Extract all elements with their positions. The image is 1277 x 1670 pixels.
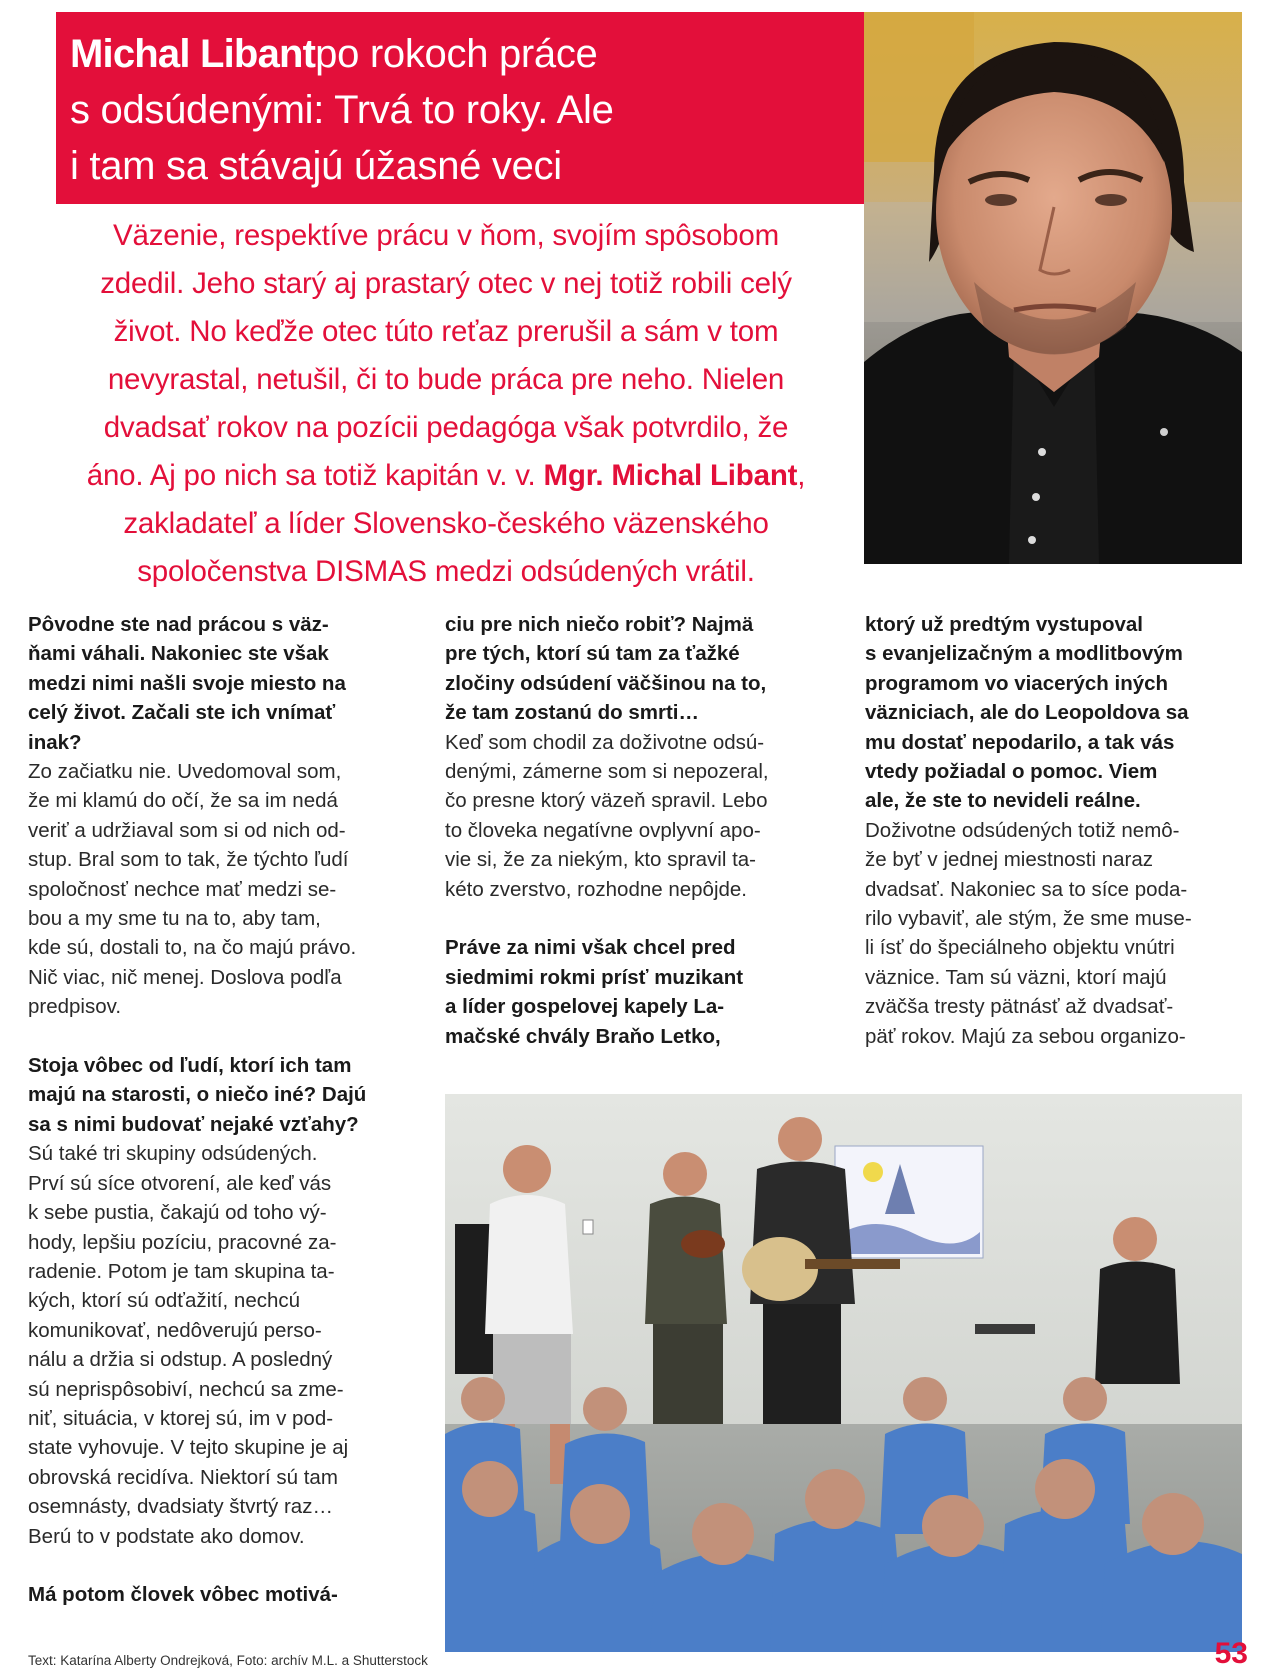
question-line: pre tých, ktorí sú tam za ťažké (445, 642, 740, 666)
answer-line: kých, ktorí sú odťažití, nechcú (28, 1289, 301, 1313)
question-line: väzniciach, ale do Leopoldova sa (865, 701, 1189, 725)
answer-line: rilo vybaviť, ale stým, že sme muse- (865, 907, 1192, 931)
answer-line: predpisov. (28, 995, 122, 1019)
question-line: že tam zostanú do smrti… (445, 701, 700, 725)
answer-line: state vyhovuje. V tejto skupine je aj (28, 1436, 349, 1460)
question-line: Pôvodne ste nad prácou s väz- (28, 613, 329, 636)
answer-line: radenie. Potom je tam skupina ta- (28, 1259, 335, 1283)
lead-line: život. No keďže otec túto reťaz prerušil a sám v tom (113, 315, 779, 348)
answer-line: Zo začiatku nie. Uvedomoval som, (28, 760, 342, 784)
answer-line: kde sú, dostali to, na čo majú právo. (28, 936, 357, 960)
question-line: mačské chvály Braňo Letko, (445, 1024, 721, 1048)
question-line: vtedy požiadal o pomoc. Viem (865, 760, 1158, 784)
answer-line: niť, situácia, v ktorej sú, im v pod- (28, 1406, 334, 1430)
answer-line: bou a my sme tu na to, aby tam, (28, 907, 321, 931)
answer-line: Prví sú síce otvorení, ale keď vás (28, 1171, 332, 1195)
question-line: programom vo viacerých iných (865, 671, 1169, 695)
answer-line: že byť v jednej miestnosti naraz (865, 848, 1153, 872)
question-line: Stoja vôbec od ľudí, ktorí ich tam (28, 1054, 352, 1078)
answer-line: Doživotne odsúdených totiž nemô- (865, 818, 1180, 842)
concert-photo (445, 1094, 1242, 1652)
article-column-1 (28, 610, 412, 1610)
answer-line: čo presne ktorý väzeň spravil. Lebo (445, 789, 768, 813)
question-line: majú na starosti, o niečo iné? Dajú (28, 1083, 367, 1107)
paragraph-gap (28, 1551, 412, 1580)
article-column-3 (865, 610, 1249, 1051)
lead-line: dvadsať rokov na pozícii pedagóga však potvrdilo, že (103, 411, 789, 444)
answer-line: väznice. Tam sú väzni, ktorí majú (865, 965, 1167, 989)
question-line: Má potom človek vôbec motivá- (28, 1583, 338, 1607)
question-line: ňami váhali. Nakoniec ste však (28, 642, 329, 666)
question-line: medzi nimi našli svoje miesto na (28, 671, 346, 695)
question-line: a líder gospelovej kapely La- (445, 995, 725, 1019)
answer-line: Keď som chodil za doživotne odsú- (445, 730, 765, 754)
headline-name: Michal Libant (70, 32, 316, 76)
answer-line: komunikovať, nedôverujú perso- (28, 1318, 322, 1342)
question-line: sa s nimi budovať nejaké vzťahy? (28, 1112, 359, 1136)
answer-line: kéto zverstvo, rozhodne nepôjde. (445, 877, 747, 901)
question-line: inak? (28, 730, 82, 754)
question-line: siedmimi rokmi prísť muzikant (445, 965, 744, 989)
answer-line: dvadsať. Nakoniec sa to síce poda- (865, 877, 1188, 901)
question-line: s evanjelizačným a modlitbovým (865, 642, 1183, 666)
lead-line-6-post: , (797, 459, 806, 492)
photo-credit: Text: Katarína Alberty Ondrejková, Foto: archív M.L. a Shutterstock (28, 1653, 428, 1668)
lead-line: zdedil. Jeho starý aj prastarý otec v nej totiž robili celý (100, 267, 792, 300)
answer-line: Berú to v podstate ako domov. (28, 1524, 305, 1548)
headline-line-3: i tam sa stávajú úžasné veci (70, 144, 562, 188)
lead-paragraph (28, 212, 864, 596)
question-line: Práve za nimi však chcel pred (445, 936, 736, 960)
answer-line: veriť a udržiaval som si od nich od- (28, 818, 346, 842)
lead-line: nevyrastal, netušil, či to bude práca pre neho. Nielen (107, 363, 785, 396)
lead-line-6 (28, 452, 864, 500)
headline-line-2: s odsúdenými: Trvá to roky. Ale (70, 88, 614, 132)
lead-name-highlight: Mgr. Michal Libant (543, 459, 798, 492)
question-line: ciu pre nich niečo robiť? Najmä (445, 613, 754, 636)
lead-line: spoločenstva DISMAS medzi odsúdených vrátil. (137, 555, 755, 588)
answer-line: hody, lepšiu pozíciu, pracovné za- (28, 1230, 337, 1254)
answer-line: päť rokov. Majú za sebou organizo- (865, 1024, 1186, 1048)
answer-line: že mi klamú do očí, že sa im nedá (28, 789, 338, 813)
answer-line: vie si, že za niekým, kto spravil ta- (445, 848, 757, 872)
page-number: 53 (1214, 1637, 1248, 1670)
answer-line: denými, zámerne som si nepozeral, (445, 760, 769, 784)
question-line: ktorý už predtým vystupoval (865, 613, 1143, 636)
answer-line: stup. Bral som to tak, že týchto ľudí (28, 848, 349, 872)
answer-line: osemnásty, dvadsiaty štvrtý raz… (28, 1495, 333, 1519)
answer-line: zväčša tresty pätnásť až dvadsať- (865, 995, 1174, 1019)
question-line: ale, že ste to nevideli reálne. (865, 789, 1141, 813)
answer-line: Sú také tri skupiny odsúdených. (28, 1142, 318, 1166)
answer-line: sú neprispôsobiví, nechcú sa zme- (28, 1377, 344, 1401)
question-line: celý život. Začali ste ich vnímať (28, 701, 336, 725)
lead-line: zakladateľ a líder Slovensko-českého väzenského (123, 507, 769, 540)
question-line: mu dostať nepodarilo, a tak vás (865, 730, 1175, 754)
lead-line: Väzenie, respektíve prácu v ňom, svojím spôsobom (113, 219, 779, 252)
answer-line: Nič viac, nič menej. Doslova podľa (28, 965, 342, 989)
headline-banner (56, 12, 864, 204)
answer-line: k sebe pustia, čakajú od toho vý- (28, 1201, 327, 1225)
lead-line-6-pre: áno. Aj po nich sa totiž kapitán v. v. (86, 459, 544, 492)
headline-line-1: po rokoch práce (315, 32, 598, 76)
question-line: zločiny odsúdení väčšinou na to, (445, 671, 767, 695)
answer-line: obrovská recidíva. Niektorí sú tam (28, 1465, 338, 1489)
answer-line: nálu a držia si odstup. A posledný (28, 1348, 333, 1372)
headline (70, 26, 614, 194)
article-column-2 (445, 610, 829, 1051)
answer-line: to človeka negatívne ovplyvní apo- (445, 818, 761, 842)
paragraph-gap (445, 904, 829, 933)
answer-line: spoločnosť nechce mať medzi se- (28, 877, 337, 901)
paragraph-gap (28, 1022, 412, 1051)
portrait-photo (864, 12, 1242, 564)
answer-line: li ísť do špeciálneho objektu vnútri (865, 936, 1175, 960)
